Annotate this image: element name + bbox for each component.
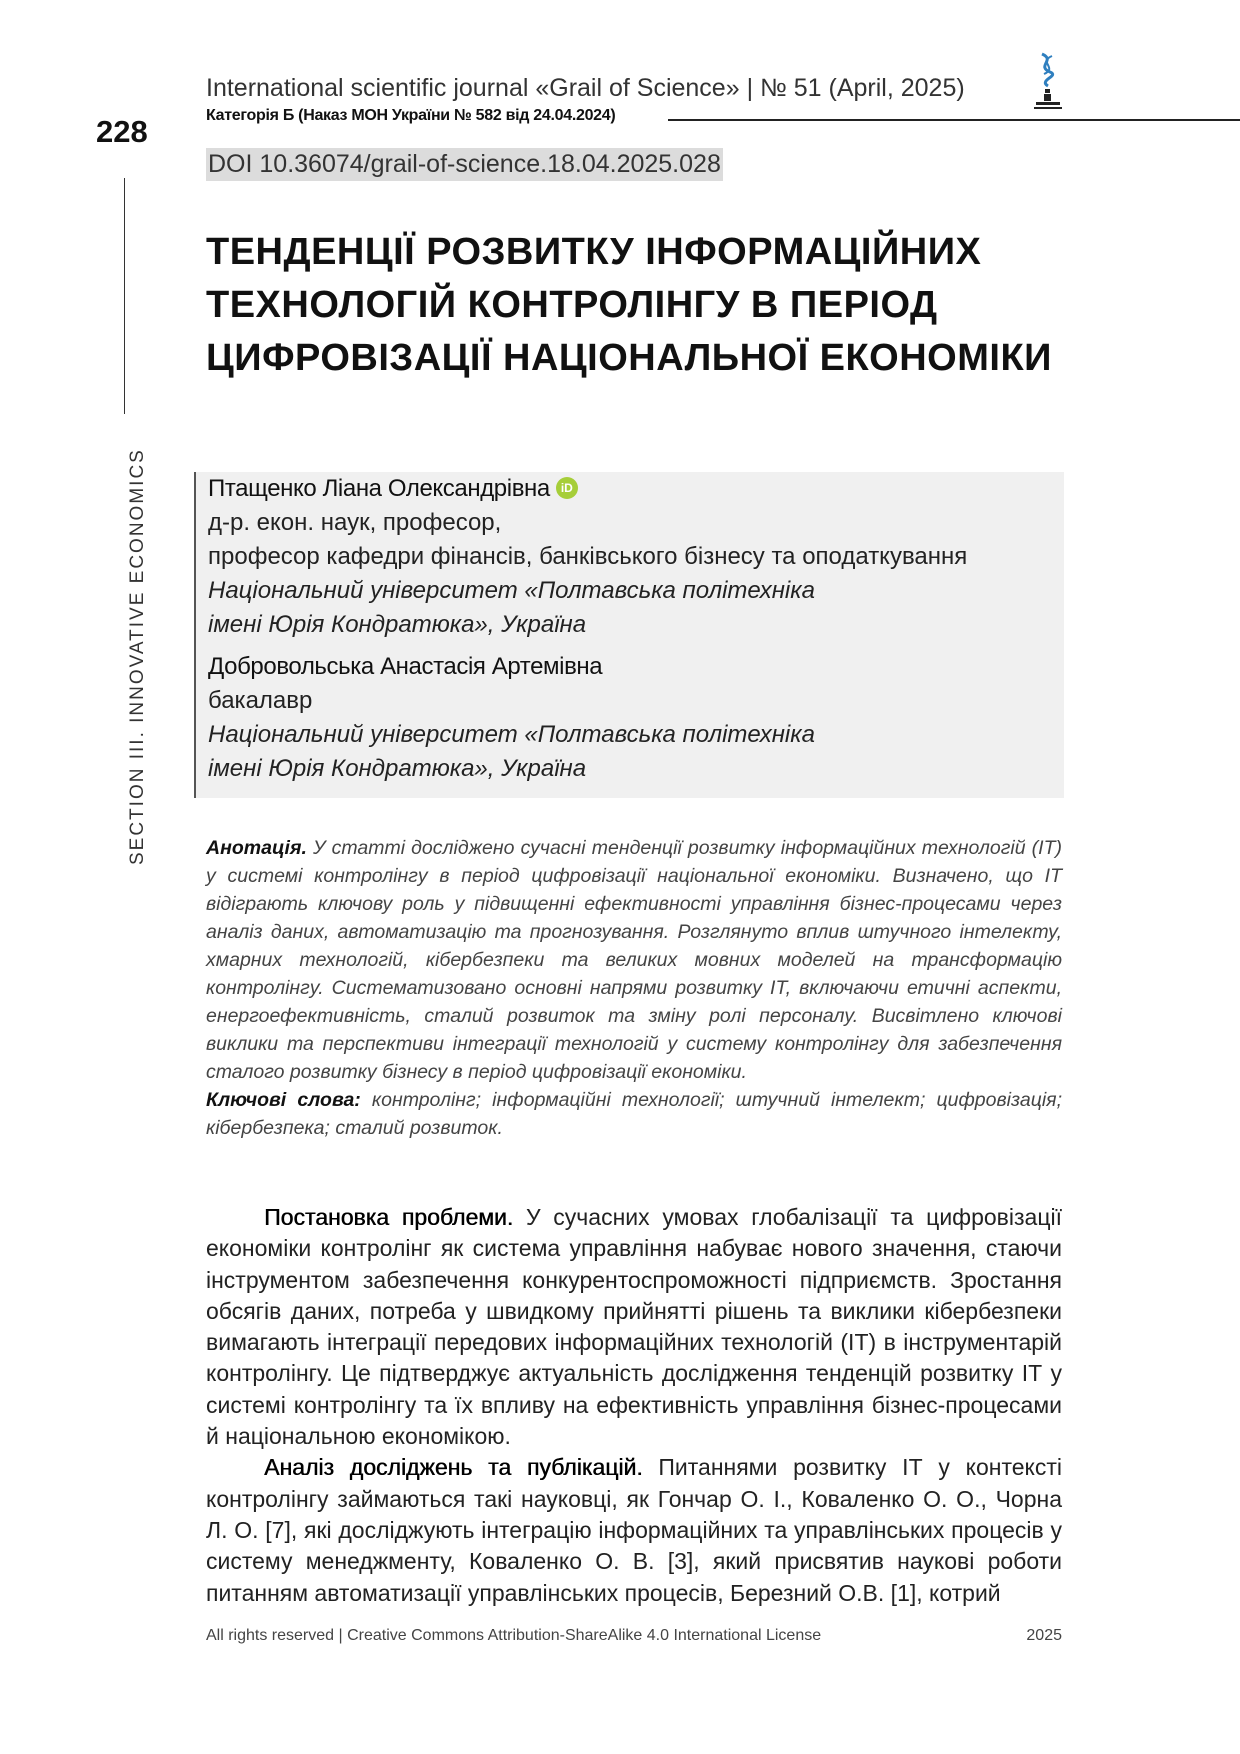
author-affiliation: Національний університет «Полтавська політехніка <box>208 721 815 748</box>
journal-title: International scientific journal «Grail of Science» | № 51 (April, 2025) <box>206 74 965 102</box>
header-divider <box>668 119 1240 121</box>
paragraph-heading: Аналіз досліджень та публікацій. <box>264 1454 643 1481</box>
dna-grail-logo-icon <box>1030 52 1066 110</box>
author-affiliation: імені Юрія Кондратюка», Україна <box>208 755 587 782</box>
footer-year: 2025 <box>1026 1627 1062 1644</box>
journal-category: Категорія Б (Наказ МОН України № 582 від 24.04.2024) <box>206 107 616 124</box>
keywords-label: Ключові слова: <box>206 1089 361 1111</box>
side-divider <box>124 178 125 414</box>
footer <box>206 1627 1062 1645</box>
author-name: Птащенко Ліана Олександрівна <box>208 475 550 502</box>
doi-link[interactable]: DOI 10.36074/grail-of-science.18.04.2025.028 <box>206 148 723 181</box>
orcid-icon[interactable]: iD <box>556 477 578 499</box>
paragraph <box>206 1452 1062 1608</box>
paragraph-text: У сучасних умовах глобалізації та цифровізації економіки контролінг як система управління набуває нового значення, стаючи інструментом забезпечення конкурентоспроможності підприємств. Зростання обсягів даних, потреба у швидкому прийнятті рішень та виклики кібербезпеки вимагають інтеграції передових інформаційних технологій (ІТ) в інструментарій контролінгу. Це підтверджує актуальність дослідження тенденцій розвитку ІТ у системі контролінгу та їх впливу на ефективність управління бізнес-процесами й національною економікою. <box>206 1204 1063 1450</box>
article-title: ТЕНДЕНЦІЇ РОЗВИТКУ ІНФОРМАЦІЙНИХ ТЕХНОЛОГІЙ КОНТРОЛІНГУ В ПЕРІОД ЦИФРОВІЗАЦІЇ НАЦІОНАЛЬНОЇ ЕКОНОМІКИ <box>206 231 1052 379</box>
paragraph-heading: Постановка проблеми. <box>264 1204 514 1230</box>
authors-block <box>194 472 1064 798</box>
author-name: Добровольська Анастасія Артемівна <box>208 653 603 680</box>
author-position: професор кафедри фінансів, банківського бізнесу та оподаткування <box>208 543 968 570</box>
page-number: 228 <box>96 114 148 149</box>
author-affiliation: Національний університет «Полтавська політехніка <box>208 577 815 604</box>
abstract <box>206 834 1062 1142</box>
author-degree: д-р. екон. наук, професор, <box>208 509 502 536</box>
license-text: All rights reserved | Creative Commons Attribution-ShareAlike 4.0 International License <box>206 1627 822 1644</box>
section-label: SECTION III. INNOVATIVE ECONOMICS <box>127 448 148 865</box>
keywords-text: контролінг; інформаційні технології; штучний інтелект; цифровізація; кібербезпека; сталий розвиток. <box>206 1089 1063 1139</box>
author-affiliation: імені Юрія Кондратюка», Україна <box>208 611 587 638</box>
abstract-text: У статті досліджено сучасні тенденції розвитку інформаційних технологій (ІТ) у системі контролінгу в період цифровізації національної економіки. Визначено, що ІТ відіграють ключову роль у підвищенні ефективності управління бізнес-процесами через аналіз даних, автоматизацію та прогнозування. Розглянуто вплив штучного інтелекту, хмарних технологій, кібербезпеки та великих мовних моделей на трансформацію контролінгу. Систематизовано основні напрями розвитку ІТ, включаючи етичні аспекти, енергоефективність, сталий розвиток та зміну ролі персоналу. Висвітлено ключові виклики та перспективи інтеграції технологій у систему контролінгу для забезпечення сталого розвитку бізнесу в період цифровізації економіки. <box>206 837 1062 1083</box>
abstract-label: Анотація. <box>206 837 307 859</box>
paragraph <box>206 1202 1062 1452</box>
author-degree: бакалавр <box>208 687 313 714</box>
paragraph-text: Питаннями розвитку ІТ у контексті контролінгу займаються такі науковці, як Гончар О. І., Коваленко О. О., Чорна Л. О. [7], які досліджують інтеграцію інформаційних та управлінських процесів у систему менеджменту, Коваленко О. В. [3], який присвятив наукові роботи питанням автоматизації управлінських процесів, Березний О.В. [1], котрий <box>206 1454 1063 1606</box>
article-body <box>206 1202 1062 1609</box>
